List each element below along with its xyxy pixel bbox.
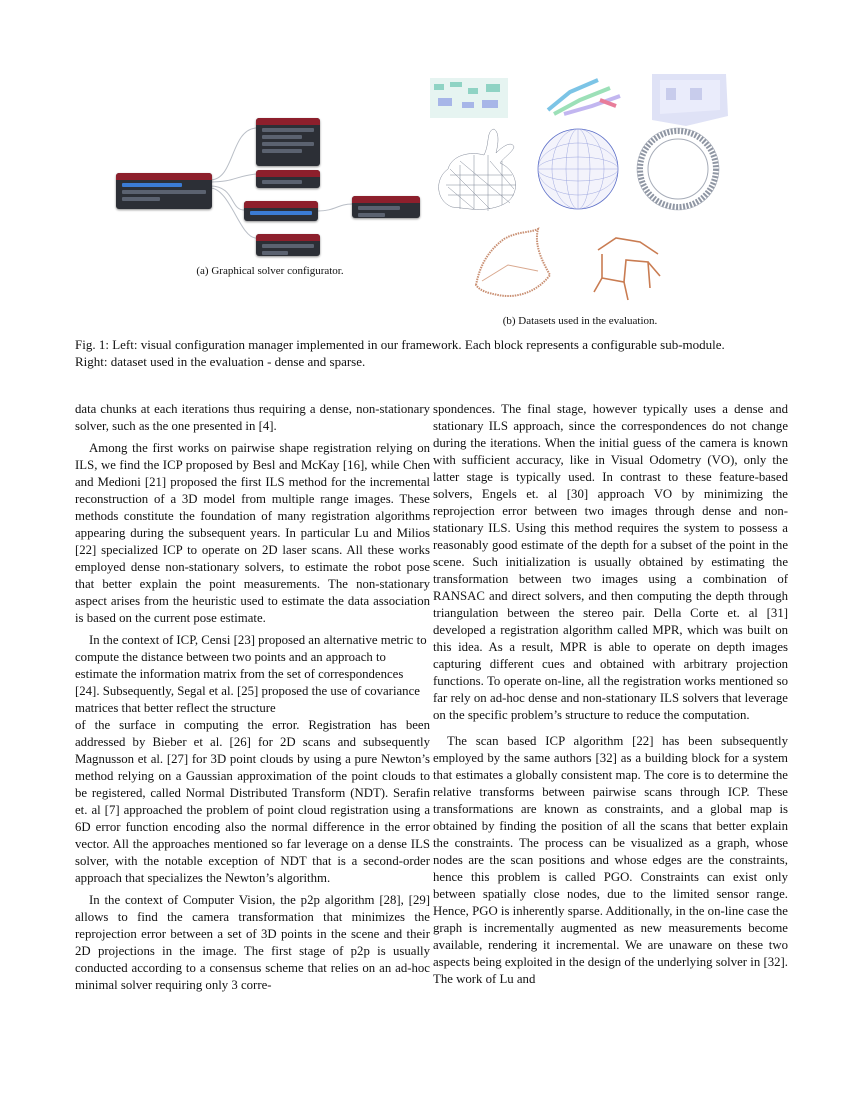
linear-solver-node[interactable] xyxy=(256,170,320,188)
dense-scene-image xyxy=(540,70,630,120)
paragraph: spondences. The final stage, however typically uses a dense and stationary ILS approach, since the correspondences do not change during the iterations. When the initial guess of the camera is known with sufficient accuracy, like in Visual Odometry (VO), only the latter stage is typically used. In contrast to these feature-based solvers, Engels et. al [30] approach VO by minimizing the reprojection error between two images through dense and non-stationary ILS. Using this method requires the system to possess a reasonably good estimate of the depth for a subset of the point in the scene. Such initialization is usually obtained by estimating the transformation between two images using a combination of RANSAC and direct solvers, and then computing the depth through triangulation between the stereo pair. Della Corte et. al [31] developed a registration algorithm called MPR, which was built on this idea. As a result, MPR is able to operate on depth images capturing different cues and obtained with arbitrary projection functions. To operate on-line, all the registration works mentioned so far rely on ad-hoc dense and non-stationary ILS solvers that leverage on the specific problem’s structure to reduce the computation. xyxy=(433,402,788,722)
figure-caption xyxy=(75,336,785,370)
figure-caption-line2: Right: dataset used in the evaluation - dense and sparse. xyxy=(75,354,366,369)
sparse-pose-graph-image xyxy=(468,225,558,305)
bunny-mesh-image xyxy=(430,125,530,215)
node-link xyxy=(210,128,256,180)
solver-node[interactable] xyxy=(116,173,212,209)
paragraph: In the context of Computer Vision, the p2p algorithm [28], [29] allows to find the camera transformation that minimizes the reprojection error between a set of 3D points in the scene and their 2D projections in the image. The first stage of p2p is usually conducted according to a consensus scheme that relies on an ad-hoc minimal solver requiring only 3 corre- xyxy=(75,893,430,992)
figure-caption-line1: Fig. 1: Left: visual configuration manager implemented in our framework. Each block represents a configurable sub-module. xyxy=(75,337,725,352)
datasets-figure xyxy=(428,70,718,310)
dense-scene-image xyxy=(646,70,736,130)
dense-scene-image xyxy=(428,70,518,120)
robustifier-node[interactable] xyxy=(352,196,420,218)
right-text-column xyxy=(433,401,788,988)
solver-configurator-figure xyxy=(110,110,440,260)
left-text-column xyxy=(75,401,430,994)
paragraph: of the surface in computing the error. Registration has been addressed by Bieber et al. [26] for 2D scans and subsequently Magnusson et al. [27] for 3D point clouds by using a pure Newton’s method relying on a Gaussian approximation of the point clouds to be registered, called Normal Distributed Transform (NDT). Serafin et. al [7] approached the problem of point cloud registration using a 6D error function encoding also the normal difference in the error vector. All the approaches mentioned so far leverage on a dense ILS solver, with the notable exception of NDT that is a second-order approach that specializes the Newton’s algorithm. xyxy=(75,718,430,885)
paragraph: Among the first works on pairwise shape registration relying on ILS, we find the ICP proposed by Besl and McKay [16], while Chen and Medioni [21] proposed the first ILS method for the incremental reconstruction of a 3D model from multiple range images. These methods constitute the foundation of many registration algorithms appearing during the subsequent years. In particular Lu and Milios [22] specialized ICP to operate on 2D laser scans. All these works employed dense non-stationary solvers, to estimate the robot pose that better explain the point measurements. The non-stationary aspect arises from the heuristic used to estimate the data association is based on the current pose estimate. xyxy=(75,441,430,625)
paragraph: In the context of ICP, Censi [23] proposed an alternative metric to compute the distance between two points and an approach to estimate the information matrix from the set of correspondences [24]. Subsequently, Segal et al. [25] proposed the use of covariance matrices that better reflect the structure xyxy=(75,633,427,715)
sparse-pose-graph-image xyxy=(588,230,678,310)
node-link xyxy=(318,204,352,211)
iteration-algorithm-node[interactable] xyxy=(256,118,320,166)
paragraph: data chunks at each iterations thus requiring a dense, non-stationary solver, such as the one presented in [4]. xyxy=(75,402,430,433)
sphere-mesh-image xyxy=(534,125,624,215)
subcaption-b: (b) Datasets used in the evaluation. xyxy=(502,315,658,327)
paragraph: The scan based ICP algorithm [22] has been subsequently employed by the same authors [32] as a building block for a system that estimates a globally consistent map. The core is to determine the relative transforms between pairwise scans through ICP. These transformations are known as constraints, and a global map is obtained by finding the position of all the scans that better explain the constraints. The process can be visualized as a graph, whose nodes are the scan positions and whose edges are the constraints, hence this problem is called PGO. Constraints can exist only between spatially close nodes, due to the limited sensor range. Hence, PGO is inherently sparse. Additionally, in the on-line case the graph is incrementally augmented as new measurements become available, rendering it incremental. We are unaware on these two aspects being exploited in the design of the underlying solver in [32]. The work of Lu and xyxy=(433,734,788,986)
subcaption-a: (a) Graphical solver configurator. xyxy=(196,265,344,277)
ring-structure-image xyxy=(634,125,724,215)
termination-criteria-node[interactable] xyxy=(256,234,320,256)
factor-node[interactable] xyxy=(244,201,318,221)
